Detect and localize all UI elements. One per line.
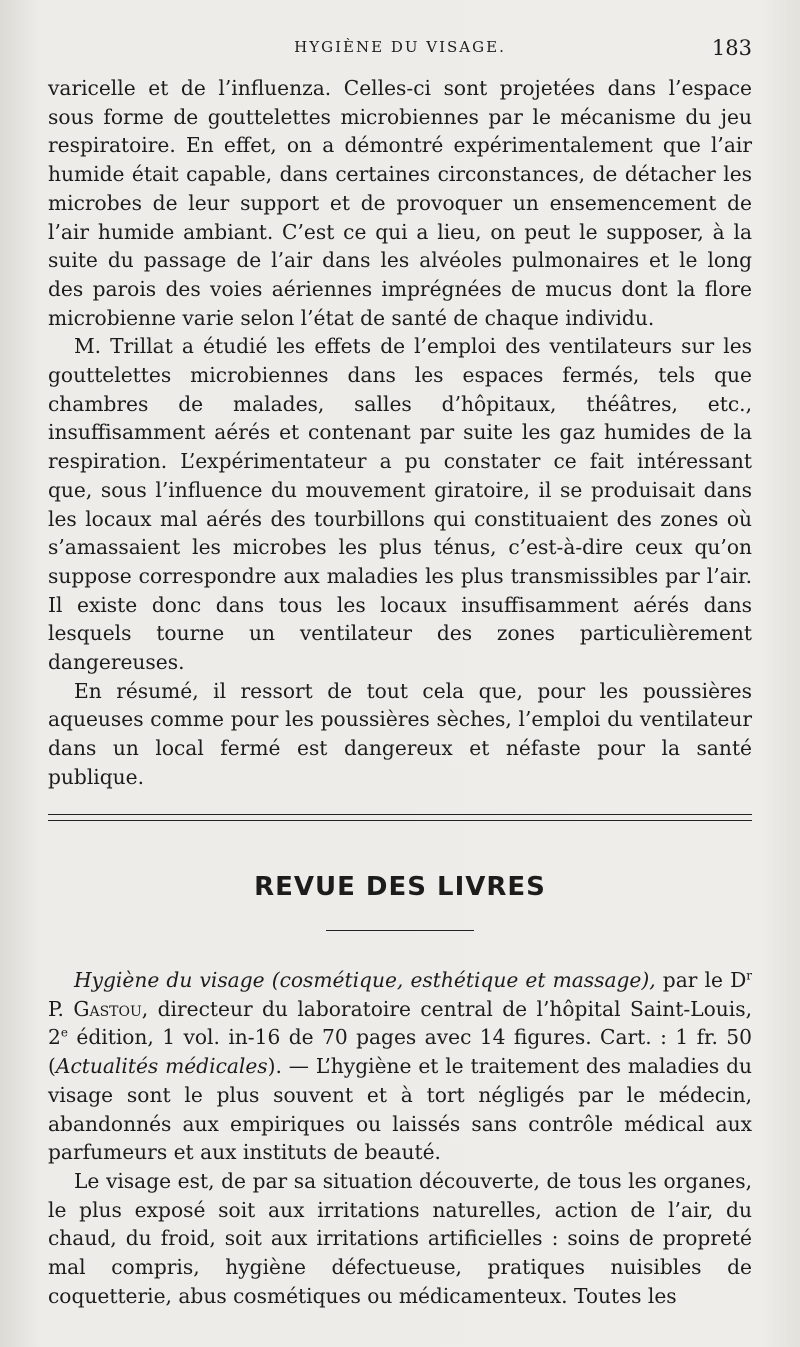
edition-superscript: e: [60, 1025, 68, 1040]
review-paragraph: [48, 966, 752, 1167]
paragraph: varicelle et de l’influenza. Celles-ci sont projetées dans l’espace sous forme de gouttelettes microbiennes par le mécanisme du jeu respiratoire. En effet, on a démontré expérimentalement que l’air humide était capable, dans certaines circonstances, de détacher les microbes de leur support et de provoquer un ensemencement de l’air humide ambiant. C’est ce qui a lieu, on peut le supposer, à la suite du passage de l’air dans les alvéoles pulmonaires et le long des parois des voies aériennes imprégnées de mucus dont la flore microbienne varie selon l’état de santé de chaque individu.: [48, 76, 752, 330]
review-by: par le D: [655, 968, 747, 992]
author-initial: P.: [48, 996, 74, 1021]
article-text: [48, 74, 752, 792]
review-details: , directeur du laboratoire central de l’hôpital Saint-Louis, 2: [48, 996, 752, 1050]
book-review: [48, 966, 752, 1310]
series-name: Actualités médicales: [55, 1054, 268, 1079]
title-underline: [326, 930, 474, 931]
doctor-superscript: r: [746, 968, 753, 983]
review-details-3: ). — L’hygiène et le traitement des maladies du visage sont le plus souvent et à tort négligés par le médecin, abandonnés aux empiriques ou laissés sans contrôle médical aux parfumeurs et aux instituts de beauté.: [48, 1054, 753, 1165]
book-title: Hygiène du visage (cosmétique, esthétique et massage),: [74, 968, 656, 992]
section-title: REVUE DES LIVRES: [254, 872, 546, 902]
author-name: Gastou: [73, 996, 142, 1021]
paragraph: M. Trillat a étudié les effets de l’emploi des ventilateurs sur les gouttelettes microbiennes dans les espaces fermés, tels que chambres de malades, salles d’hôpitaux, théâtres, etc., insuffisamment aérés et contenant par suite les gaz humides de la respiration. L’expérimentateur a pu constater ce fait intéressant que, sous l’influence du mouvement giratoire, il se produisait dans les locaux mal aérés des tourbillons qui constituaient des zones où s’amassaient les microbes les plus ténus, c’est-à-dire ceux qu’on suppose correspondre aux maladies les plus transmissibles par l’air. Il existe donc dans tous les locaux insuffisamment aérés dans lesquels tourne un ventilateur des zones particulièrement dangereuses.: [48, 334, 752, 675]
double-rule-top: [48, 814, 752, 815]
double-rule-bottom: [48, 820, 752, 821]
running-title: HYGIÈNE DU VISAGE.: [294, 38, 506, 56]
page-number: 183: [711, 36, 752, 60]
paragraph: En résumé, il ressort de tout cela que, pour les poussières aqueuses comme pour les poussières sèches, l’emploi du ventilateur dans un local fermé est dangereux et néfaste pour la santé publique.: [48, 678, 752, 789]
page-header: [48, 36, 752, 62]
review-details-2: édition, 1 vol. in-16 de 70 pages avec 14 figures. Cart. : 1 fr. 50 (: [48, 1025, 752, 1079]
review-paragraph-2: Le visage est, de par sa situation découverte, de tous les organes, le plus exposé soit aux irritations naturelles, action de l’air, du chaud, du froid, soit aux irritations artificielles : soins de propreté mal compris, hygiène défectueuse, pratiques nuisibles de coquetterie, abus cosmétiques ou médicamenteux. Toutes les: [48, 1168, 752, 1308]
